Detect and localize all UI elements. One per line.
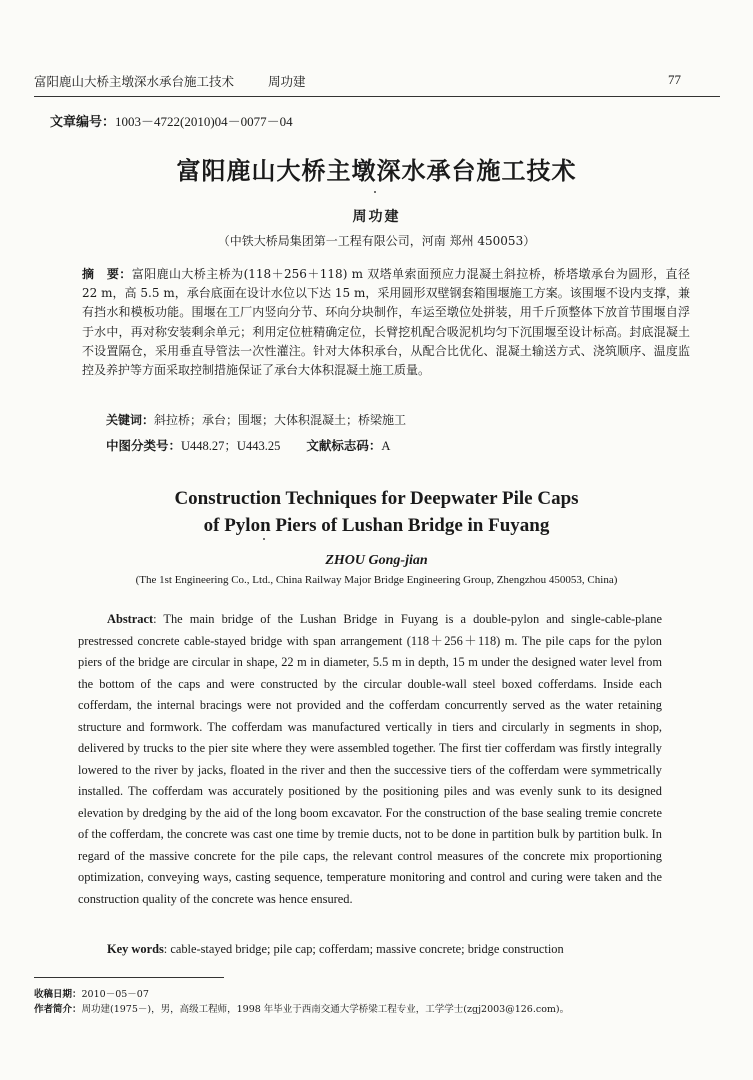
abstract-chinese xyxy=(82,265,690,380)
footnote-received xyxy=(34,986,149,1000)
received-value: 2010－05－07 xyxy=(81,989,149,1000)
document-code-value: A xyxy=(381,439,391,453)
title-english-line2: of Pylon Piers of Lushan Bridge in Fuyang xyxy=(203,515,550,536)
footnote-rule xyxy=(34,977,224,978)
scan-speck xyxy=(263,538,265,540)
running-author: 周功建 xyxy=(268,74,306,89)
author-english: ZHOU Gong-jian xyxy=(325,553,428,568)
keywords-english-text: : cable-stayed bridge; pile cap; cofferdam; massive concrete; bridge construction xyxy=(163,942,564,956)
footnote-author-bio xyxy=(34,1001,569,1015)
keywords-english xyxy=(107,942,564,957)
abstract-chinese-label: 摘 要： xyxy=(82,267,132,281)
keywords-english-label: Key words xyxy=(107,942,164,956)
author-chinese: 周功建 xyxy=(352,209,401,225)
author-bio-text: 周功建(1975－)，男，高级工程师，1998 年毕业于西南交通大学桥梁工程专业，工学学士(zgj2003@126.com)。 xyxy=(81,1004,570,1015)
title-english xyxy=(0,485,753,539)
title-chinese: 富阳鹿山大桥主墩深水承台施工技术 xyxy=(176,157,577,185)
clc-label: 中图分类号： xyxy=(106,438,182,453)
abstract-english xyxy=(78,609,662,910)
page-number: 77 xyxy=(668,72,681,87)
title-english-line1: Construction Techniques for Deepwater Pile Caps xyxy=(174,488,579,509)
affiliation-english: (The 1st Engineering Co., Ltd., China Railway Major Bridge Engineering Group, Zhengzhou 450053, China) xyxy=(135,574,618,586)
abstract-chinese-text: 富阳鹿山大桥主桥为(118＋256＋118) m 双塔单索面预应力混凝土斜拉桥，桥塔墩承台为圆形，直径 22 m，高 5.5 m，承台底面在设计水位以下达 15 m，采用圆形双壁钢套箱围堰施工方案。该围堰不设内支撑，兼有挡水和模板功能。围堰在工厂内竖向分节、环向分块制作，车运至墩位处拼装，用千斤顶整体下放首节围堰自浮于水中，再对称安装剩余单元；利用定位桩精确定位，长臂挖机配合吸泥机均匀下沉围堰至设计标高。封底混凝土不设置隔仓，采用垂直导管法一次性灌注。针对大体积承台，从配合比优化、混凝土输送方式、浇筑顺序、温度监控及养护等方面采取控制措施保证了承台大体积混凝土施工质量。 xyxy=(82,267,690,378)
scan-speck xyxy=(374,191,376,193)
abstract-english-label: Abstract xyxy=(107,612,154,626)
header-rule xyxy=(34,96,720,97)
running-title: 富阳鹿山大桥主墩深水承台施工技术 xyxy=(34,74,235,89)
abstract-english-text: : The main bridge of the Lushan Bridge in Fuyang is a double-pylon and single-cable-plane prestressed concrete cable-stayed bridge with span arrangement (118＋256＋118) m. The pile caps for the pylon piers of the bridge are circular in shape, 22 m in diameter, 5.5 m in depth, 15 m under the designed water level from the bottom of the caps and were constructed by the circular double-wall steel boxed cofferdams. Inside each cofferdam, the internal bracings were not provided and the cofferdam concurrently served as the water retaining structure and formwork. The cofferdam was manufactured vertically in tiers and circularly in segments in shop, delivered by trucks to the pier site where they were assembled together. The first tier cofferdam was firstly integrally lowered to the river by jacks, floated in the river and then the successive tiers of the cofferdam were symmetrically installed. The cofferdam was accurately positioned by the positioning piles and was evenly sunk to its designed elevation by dredging by the aid of the long boom excavator. For the construction of the base sealing tremie concrete of the cofferdam, the concrete was cast one time by tremie ducts, not to be done in partition bulk by partition bulk. In regard of the massive concrete for the pile caps, the relevant control measures of the concrete mix proportioning optimization, conveying ways, casting sequence, temperature monitoring and control and curing were taken and the construction quality of the concrete was hence ensured. xyxy=(78,612,662,906)
article-number-value: 1003－4722(2010)04－0077－04 xyxy=(115,114,293,129)
clc-value: U448.27；U443.25 xyxy=(181,439,281,453)
affiliation-chinese: （中铁大桥局集团第一工程有限公司，河南 郑州 450053） xyxy=(217,234,536,248)
keywords-chinese-text: 斜拉桥；承台；围堰；大体积混凝土；桥梁施工 xyxy=(154,413,407,427)
keywords-chinese-label: 关键词： xyxy=(106,413,155,427)
received-label: 收稿日期： xyxy=(34,989,82,1000)
classification-line xyxy=(106,436,390,454)
keywords-chinese xyxy=(106,411,406,428)
article-number xyxy=(50,111,293,130)
author-bio-label: 作者简介： xyxy=(34,1004,82,1015)
article-number-label: 文章编号： xyxy=(50,115,116,130)
document-code-label: 文献标志码： xyxy=(306,438,382,453)
